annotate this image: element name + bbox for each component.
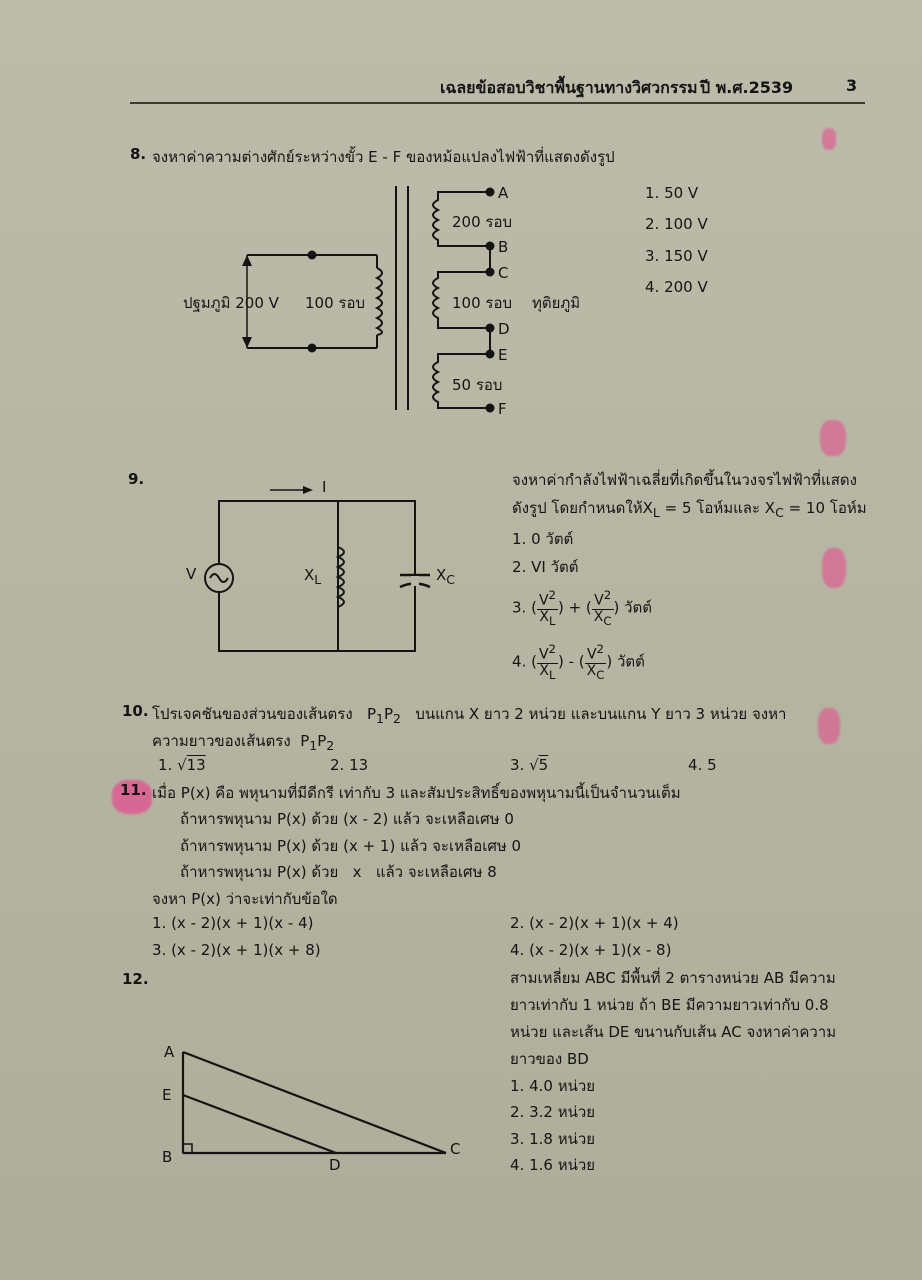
q10-number: 10. bbox=[122, 702, 149, 720]
triangle-diagram bbox=[150, 1040, 470, 1180]
header-year: ปี พ.ศ.2539 bbox=[700, 78, 794, 97]
secondary-label: ทุติยภูมิ bbox=[532, 294, 581, 312]
capacitor-label: $X_C$ bbox=[436, 566, 456, 587]
q11-line3: ถ้าหารพหุนาม P(x) ด้วย (x + 1) แล้ว จะเหลือเศษ 0 bbox=[180, 837, 522, 855]
primary-turns: 100 รอบ bbox=[305, 294, 365, 312]
point-e: E bbox=[162, 1086, 172, 1104]
q12-line2: ยาวเท่ากับ 1 หน่วย ถ้า BE มีความยาวเท่ากับ 0.8 bbox=[510, 996, 829, 1014]
q11-choice-1: 1. (x - 2)(x + 1)(x - 4) bbox=[152, 914, 314, 932]
q9-text-line1: จงหาค่ากำลังไฟฟ้าเฉลี่ยที่เกิดขึ้นในวงจรไฟฟ้าที่แสดง bbox=[512, 471, 857, 489]
coil2-turns: 100 รอบ bbox=[452, 294, 512, 312]
highlighter-mark bbox=[820, 420, 846, 456]
q12-choice-3: 3. 1.8 หน่วย bbox=[510, 1130, 596, 1148]
q9-choice-3: 3. ( $\frac{V^2}{X_L}$ ) + ( $\frac{V^2}{X_C}$ ) วัตต์ bbox=[512, 588, 653, 628]
header-title: เฉลยข้อสอบวิชาพื้นฐานทางวิศวกรรม bbox=[440, 78, 698, 97]
q12-line1: สามเหลี่ยม ABC มีพื้นที่ 2 ตารางหน่วย AB มีความ bbox=[510, 969, 836, 987]
q11-choice-3: 3. (x - 2)(x + 1)(x + 8) bbox=[152, 941, 321, 959]
q9-text-line2: ดังรูป โดยกำหนดให้$X_L = 5$ โอห์มและ $X_C = 10$ โอห์ม bbox=[512, 499, 867, 520]
vertex-b: B bbox=[162, 1148, 173, 1166]
q10-choice-3: 3. √5 bbox=[510, 756, 549, 774]
q8-choice-2: 2. 100 V bbox=[645, 215, 708, 233]
q8-choice-4: 4. 200 V bbox=[645, 278, 708, 296]
q12-number: 12. bbox=[122, 970, 149, 988]
q11-line1: เมื่อ P(x) คือ พหุนามที่มีดีกรี เท่ากับ 3 และสัมประสิทธิ์ของพหุนามนี้เป็นจำนวนเต็ม bbox=[152, 784, 681, 802]
q12-choice-4: 4. 1.6 หน่วย bbox=[510, 1156, 596, 1174]
inductor-label: $X_L$ bbox=[304, 566, 322, 587]
highlighter-mark bbox=[818, 708, 840, 744]
coil1-turns: 200 รอบ bbox=[452, 213, 512, 231]
terminal-f: F bbox=[498, 400, 507, 418]
q11-number: 11. bbox=[120, 781, 147, 799]
q9-choice-1: 1. 0 วัตต์ bbox=[512, 530, 574, 548]
q12-line4: ยาวของ BD bbox=[510, 1050, 589, 1068]
terminal-b: B bbox=[498, 238, 509, 256]
q9-number: 9. bbox=[128, 470, 145, 488]
current-label: I bbox=[322, 478, 327, 496]
coil3-turns: 50 รอบ bbox=[452, 376, 503, 394]
q10-choice-2: 2. 13 bbox=[330, 756, 369, 774]
q12-choice-2: 2. 3.2 หน่วย bbox=[510, 1103, 596, 1121]
q8-choice-3: 3. 150 V bbox=[645, 247, 708, 265]
source-label: V bbox=[186, 565, 197, 583]
q8-number: 8. bbox=[130, 145, 147, 163]
q11-line4: ถ้าหารพหุนาม P(x) ด้วย x แล้ว จะเหลือเศษ 8 bbox=[180, 863, 497, 881]
terminal-d: D bbox=[498, 320, 510, 338]
q9-choice-2: 2. VI วัตต์ bbox=[512, 558, 579, 576]
q11-line2: ถ้าหารพหุนาม P(x) ด้วย (x - 2) แล้ว จะเหลือเศษ 0 bbox=[180, 810, 514, 828]
header-rule bbox=[130, 102, 865, 104]
terminal-a: A bbox=[498, 184, 509, 202]
highlighter-mark bbox=[822, 548, 846, 588]
vertex-a: A bbox=[164, 1043, 175, 1061]
q11-choice-4: 4. (x - 2)(x + 1)(x - 8) bbox=[510, 941, 672, 959]
q9-choice-4: 4. ( $\frac{V^2}{X_L}$ ) - ( $\frac{V^2}{X_C}$ ) วัตต์ bbox=[512, 642, 645, 682]
point-d: D bbox=[329, 1156, 341, 1174]
q12-line3: หน่วย และเส้น DE ขนานกับเส้น AC จงหาค่าความ bbox=[510, 1023, 837, 1041]
primary-label: ปฐมภูมิ 200 V bbox=[183, 294, 279, 312]
highlighter-mark bbox=[822, 128, 836, 150]
q11-choice-2: 2. (x - 2)(x + 1)(x + 4) bbox=[510, 914, 679, 932]
terminal-c: C bbox=[498, 264, 509, 282]
q8-choice-1: 1. 50 V bbox=[645, 184, 699, 202]
q8-text: จงหาค่าความต่างศักย์ระหว่างขั้ว E - F ของหม้อแปลงไฟฟ้าที่แสดงดังรูป bbox=[152, 148, 615, 166]
q12-choice-1: 1. 4.0 หน่วย bbox=[510, 1077, 596, 1095]
q10-line1: โปรเจคชันของส่วนของเส้นตรง $P_1P_2$ บนแกน X ยาว 2 หน่วย และบนแกน Y ยาว 3 หน่วย จงหา bbox=[152, 705, 787, 726]
q10-choice-4: 4. 5 bbox=[688, 756, 717, 774]
vertex-c: C bbox=[450, 1140, 461, 1158]
q10-choice-1: 1. √13 bbox=[158, 756, 206, 774]
terminal-e: E bbox=[498, 346, 508, 364]
q11-line5: จงหา P(x) ว่าจะเท่ากับข้อใด bbox=[152, 890, 338, 908]
page-number: 3 bbox=[846, 76, 858, 95]
q10-line2: ความยาวของเส้นตรง $P_1P_2$ bbox=[152, 732, 335, 753]
